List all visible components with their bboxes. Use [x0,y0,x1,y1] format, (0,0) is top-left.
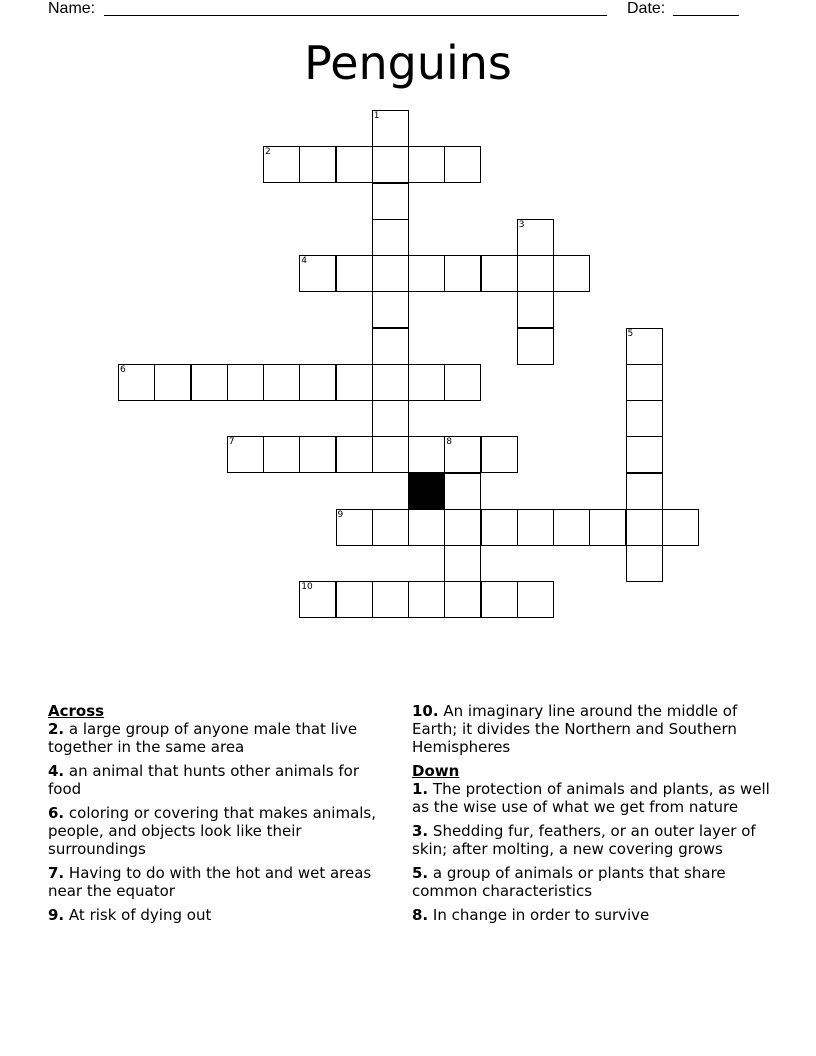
crossword-cell[interactable] [481,255,518,292]
crossword-cell[interactable] [517,291,554,328]
crossword-cell[interactable] [336,581,373,618]
across-heading: Across [48,702,105,720]
crossword-cell[interactable] [408,509,445,546]
crossword-cell[interactable] [299,364,336,401]
across-clue [48,864,393,900]
clue-text: An imaginary line around the middle of Earth; it divides the Northern and Southern Hemispheres [412,702,738,756]
clue-number-label: 1 [373,111,380,121]
clue-number: 1. [412,780,429,798]
across-clue [48,762,393,798]
crossword-cell[interactable] [553,255,590,292]
crossword-cell[interactable] [299,255,336,292]
crossword-cell[interactable] [372,255,409,292]
crossword-cell[interactable] [589,509,626,546]
crossword-cell[interactable] [408,146,445,183]
crossword-cell[interactable] [336,509,373,546]
clues-right-column [412,702,777,930]
clue-number: 5. [412,864,429,882]
crossword-cell[interactable] [553,509,590,546]
crossword-cell[interactable] [227,364,264,401]
name-label: Name: [48,0,96,17]
crossword-cell[interactable] [517,219,554,256]
crossword-cell[interactable] [154,364,191,401]
down-clue [412,822,777,858]
crossword-cell[interactable] [372,291,409,328]
crossword-cell[interactable] [626,364,663,401]
crossword-cell[interactable] [336,146,373,183]
crossword-cell[interactable] [444,581,481,618]
crossword-cell[interactable] [481,581,518,618]
clue-number-label: 8 [446,437,452,448]
clue-number: 7. [48,864,65,882]
crossword-cell[interactable] [517,328,554,365]
crossword-cell[interactable] [408,255,445,292]
clue-number: 9. [48,906,65,924]
crossword-cell[interactable] [444,436,481,473]
crossword-cell[interactable] [336,436,373,473]
crossword-cell[interactable] [626,400,663,437]
crossword-cell[interactable] [444,509,481,546]
crossword-cell[interactable] [444,473,481,510]
crossword-cell[interactable] [372,364,409,401]
clue-number: 8. [412,906,429,924]
clue-text: a large group of anyone male that live together in the same area [48,720,358,756]
clue-number-label: 9 [337,509,344,520]
across-clue [48,906,393,924]
crossword-cell[interactable] [372,436,409,473]
crossword-black-cell [408,473,445,510]
crossword-cell[interactable] [299,436,336,473]
crossword-cell[interactable] [372,183,409,220]
crossword-cell[interactable] [444,545,481,582]
crossword-cell[interactable] [191,364,228,401]
crossword-cell[interactable] [336,364,373,401]
clue-text: an animal that hunts other animals for food [48,762,359,798]
crossword-cell[interactable] [263,146,300,183]
clue-number-label: 4 [301,256,307,266]
crossword-cell[interactable] [517,581,554,618]
crossword-cell[interactable] [372,110,409,147]
down-clue [412,864,777,900]
crossword-cell[interactable] [372,581,409,618]
crossword-cell[interactable] [517,255,554,292]
across-clue [412,702,777,756]
down-clue [412,780,777,816]
crossword-cell[interactable] [481,436,518,473]
crossword-cell[interactable] [517,509,554,546]
clue-number-label: 7 [228,437,235,448]
clue-number-label: 5 [627,328,634,339]
page-title: Penguins [304,36,512,90]
clue-text: Having to do with the hot and wet areas near the equator [48,864,372,900]
crossword-cell[interactable] [662,509,699,546]
clue-text: The protection of animals and plants, as well as the wise use of what we get from nature [412,780,770,816]
crossword-cell[interactable] [299,146,336,183]
clue-number-label: 10 [301,582,313,593]
crossword-cell[interactable] [372,146,409,183]
across-clue [48,720,393,756]
crossword-cell[interactable] [408,436,445,473]
clue-number-label: 3 [518,219,525,230]
date-label: Date: [627,0,666,17]
clue-text: In change in order to survive [432,906,650,924]
crossword-cell[interactable] [263,364,300,401]
crossword-cell[interactable] [372,400,409,437]
crossword-cell[interactable] [626,436,663,473]
crossword-cell[interactable] [118,364,155,401]
crossword-cell[interactable] [626,473,663,510]
crossword-cell[interactable] [372,219,409,256]
clue-text: At risk of dying out [68,906,212,924]
clues-left-column [48,702,393,930]
clue-number-label: 6 [120,364,126,375]
clue-number: 10. [412,702,439,720]
crossword-cell[interactable] [626,509,663,546]
clue-text: Shedding fur, feathers, or an outer layer of skin; after molting, a new covering grows [412,822,756,858]
crossword-cell[interactable] [408,581,445,618]
clue-text: a group of animals or plants that share common characteristics [412,864,726,900]
crossword-cell[interactable] [299,581,336,618]
crossword-cell[interactable] [444,364,481,401]
crossword-cell[interactable] [336,255,373,292]
down-clue [412,906,777,924]
clue-number: 3. [412,822,429,840]
crossword-cell[interactable] [626,328,663,365]
across-clue [48,804,393,858]
crossword-cell[interactable] [444,255,481,292]
clue-number: 6. [48,804,65,822]
crossword-cell[interactable] [408,364,445,401]
crossword-cell[interactable] [626,545,663,582]
crossword-cell[interactable] [444,146,481,183]
clue-number: 4. [48,762,65,780]
clue-number-label: 2 [265,147,271,158]
crossword-cell[interactable] [372,328,409,365]
crossword-cell[interactable] [263,436,300,473]
clue-text: coloring or covering that makes animals, people, and objects look like their surroundings [48,804,377,858]
crossword-cell[interactable] [372,509,409,546]
down-heading: Down [412,762,460,780]
crossword-cell[interactable] [481,509,518,546]
crossword-cell[interactable] [227,436,264,473]
clue-number: 2. [48,720,65,738]
